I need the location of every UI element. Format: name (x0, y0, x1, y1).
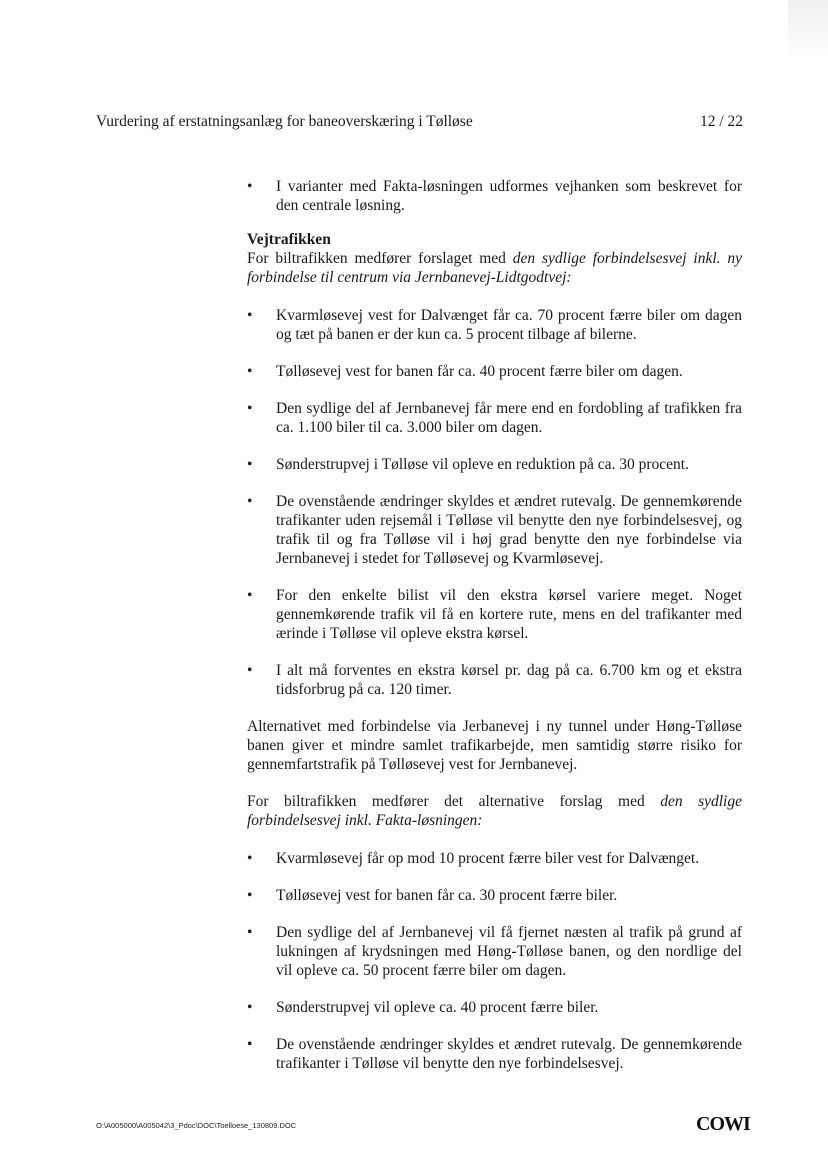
lead-text: For biltrafikken medfører forslaget med (247, 250, 513, 267)
section-heading: Vejtrafikken (247, 231, 331, 248)
cowi-logo: COWI (696, 1113, 750, 1135)
document-body (247, 177, 742, 1073)
list-item: • Sønderstrupvej vil opleve ca. 40 procent færre biler. (247, 998, 742, 1017)
list-item: • De ovenstående ændringer skyldes et ændret rutevalg. De gennemkørende trafikanter uden rejsemål i Tølløse vil benytte den nye forbindelsesvej, og trafik til og fra Tølløse vil i høj grad benytte den nye forbindelse via Jernbanevej i stedet for Tølløsevej og Kvarmløsevej. (247, 492, 742, 568)
list-item: • I alt må forventes en ekstra kørsel pr. dag på ca. 6.700 km og et ekstra tidsforbrug på ca. 120 timer. (247, 661, 742, 699)
scan-shadow (788, 0, 828, 60)
lead-emphasis: den sydlige forbindelsesvej inkl. ny forbindelse til centrum via Jernbanevej-Lidtgodtvej: (247, 250, 742, 286)
section1-lead (247, 249, 742, 287)
list-item: • Tølløsevej vest for banen får ca. 40 procent færre biler om dagen. (247, 362, 742, 381)
list-item: • De ovenstående ændringer skyldes et ændret rutevalg. De gennemkørende trafikanter i Tølløse vil benytte den nye forbindelsesvej. (247, 1035, 742, 1073)
alternative-paragraph: Alternativet med forbindelse via Jerbanevej i ny tunnel under Høng-Tølløse banen giver et mindre samlet trafikarbejde, men samtidig større risiko for gennemfartstrafik på Tølløsevej vest for Jernbanevej. (247, 718, 742, 773)
lead-emphasis: den sydlige forbindelsesvej inkl. Fakta-løsningen: (247, 793, 742, 829)
list-item: • Den sydlige del af Jernbanevej får mere end en fordobling af trafikken fra ca. 1.100 biler til ca. 3.000 biler om dagen. (247, 399, 742, 437)
list-item: • I varianter med Fakta-løsningen udformes vejhanken som beskrevet for den centrale løsning. (247, 177, 742, 215)
section2-list (247, 849, 742, 1073)
list-item: • For den enkelte bilist vil den ekstra kørsel variere meget. Noget gennemkørende trafik vil få en kortere rute, mens en del trafikanter med ærinde i Tølløse vil opleve ekstra kørsel. (247, 586, 742, 643)
list-item: • Den sydlige del af Jernbanevej vil få fjernet næsten al trafik på grund af lukningen af krydsningen med Høng-Tølløse banen, og den nordlige del vil opleve ca. 50 procent færre biler om dagen. (247, 923, 742, 980)
header-title: Vurdering af erstatningsanlæg for baneoverskæring i Tølløse (96, 113, 473, 130)
list-item: • Kvarmløsevej får op mod 10 procent færre biler vest for Dalvænget. (247, 849, 742, 868)
list-item: • Kvarmløsevej vest for Dalvænget får ca. 70 procent færre biler om dagen og tæt på banen er der kun ca. 5 procent tilbage af bilerne. (247, 306, 742, 344)
file-path: O:\A005000\A005042\3_Pdoc\DOC\Toelloese_130809.DOC (96, 1121, 297, 1130)
intro-list (247, 177, 742, 215)
section2-lead (247, 792, 742, 830)
page-number: 12 / 22 (700, 113, 744, 130)
lead-text: For biltrafikken medfører det alternative forslag med (247, 793, 661, 810)
section1-list (247, 306, 742, 699)
list-item: • Tølløsevej vest for banen får ca. 30 procent færre biler. (247, 886, 742, 905)
list-item: • Sønderstrupvej i Tølløse vil opleve en reduktion på ca. 30 procent. (247, 455, 742, 474)
